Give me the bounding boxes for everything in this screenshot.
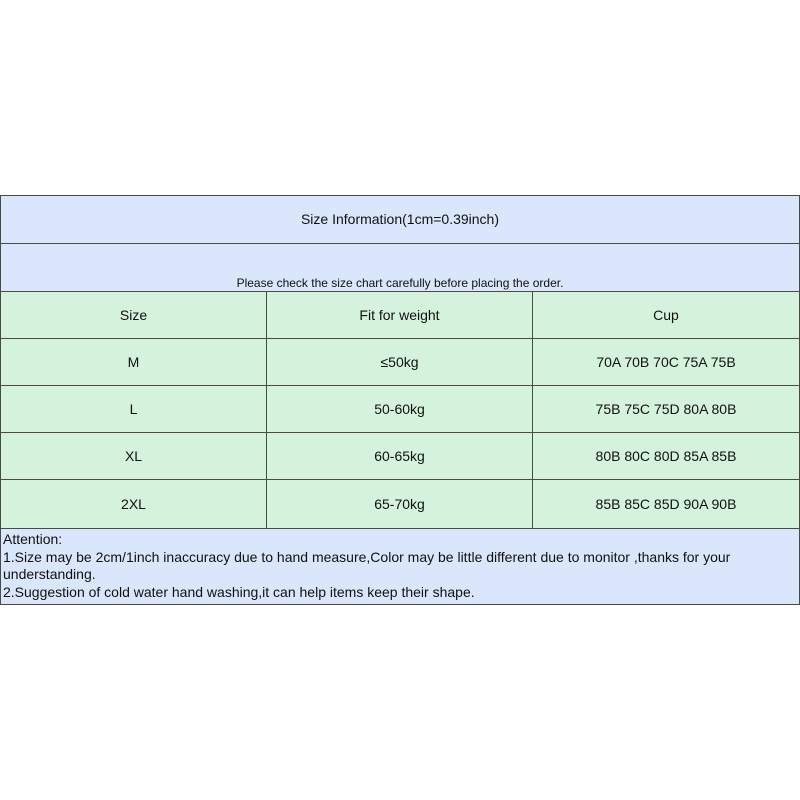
size-cell: XL [1, 433, 267, 479]
weight-cell: 50-60kg [267, 386, 533, 432]
size-cell: M [1, 339, 267, 385]
attention-heading: Attention: [3, 531, 63, 547]
size-cell: 2XL [1, 480, 267, 528]
attention-line-2: 2.Suggestion of cold water hand washing,it can help items keep their shape. [3, 583, 475, 600]
table-row [0, 338, 800, 385]
cup-cell: 70A 70B 70C 75A 75B [596, 354, 736, 370]
table-header-row [0, 291, 800, 338]
table-row [0, 385, 800, 432]
title-row [0, 195, 800, 243]
weight-cell: 60-65kg [267, 433, 533, 479]
weight-cell: ≤50kg [267, 339, 533, 385]
header-cup: Cup [653, 307, 679, 323]
table-row [0, 479, 800, 528]
weight-cell: 65-70kg [267, 480, 533, 528]
note-row [0, 243, 800, 291]
size-cell: L [1, 386, 267, 432]
chart-title: Size Information(1cm=0.39inch) [300, 211, 500, 227]
attention-box [0, 528, 800, 605]
cup-cell: 85B 85C 85D 90A 90B [595, 496, 737, 512]
size-chart [0, 195, 800, 605]
chart-note: Please check the size chart carefully before placing the order. [236, 276, 564, 290]
cup-cell: 75B 75C 75D 80A 80B [595, 401, 737, 417]
attention-line-1: 1.Size may be 2cm/1inch inaccuracy due to hand measure,Color may be little different due to monitor ,thanks for your understanding. [3, 548, 731, 582]
cup-cell: 80B 80C 80D 85A 85B [595, 448, 737, 464]
header-size: Size [1, 292, 267, 338]
table-row [0, 432, 800, 479]
header-weight: Fit for weight [267, 292, 533, 338]
